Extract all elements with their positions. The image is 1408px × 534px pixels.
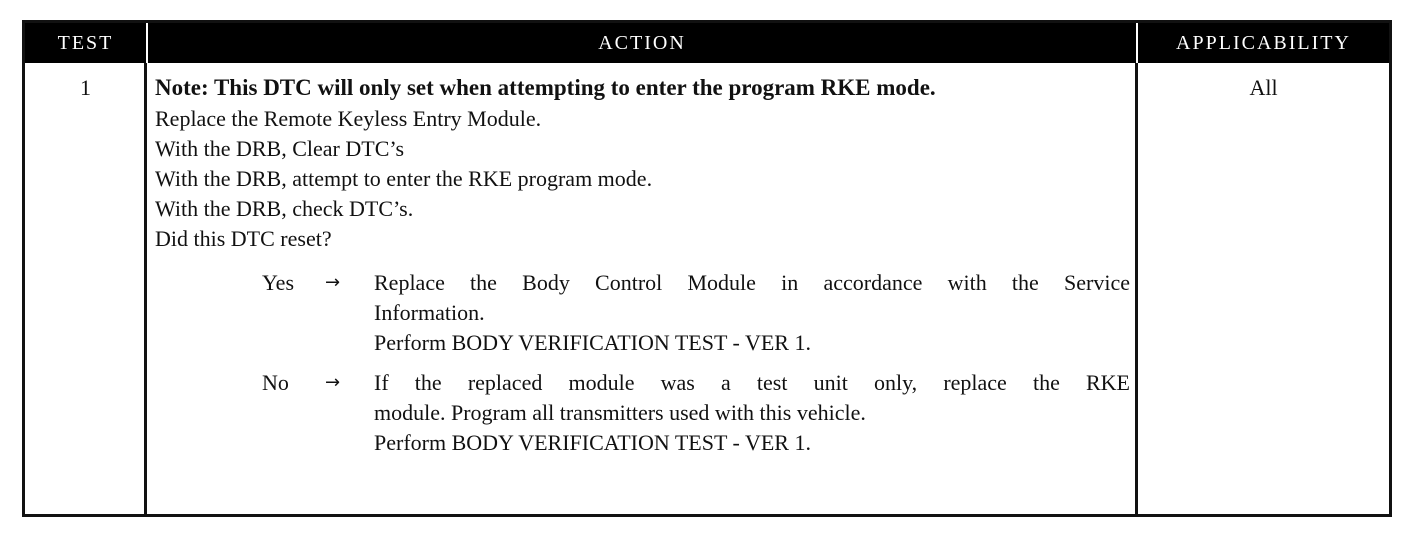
step-line: Replace the Remote Keyless Entry Module. [155,106,542,131]
branch-label-yes: Yes [262,270,295,295]
arrow-right-icon: → [325,272,341,293]
action-cell [155,73,1130,458]
test-number: 1 [80,75,91,100]
branch-line: If the replaced module was a test unit only, replace the RKE [374,370,1130,395]
branch-line: Replace the Body Control Module in accordance with the Service [374,270,1130,295]
header-action: ACTION [598,32,686,54]
branch-yes [155,268,1130,358]
table-header [25,23,1389,63]
branch-line: Perform BODY VERIFICATION TEST - VER 1. [374,430,811,455]
step-line: With the DRB, attempt to enter the RKE program mode. [155,166,653,191]
applicability-value: All [1249,75,1278,100]
step-line: With the DRB, check DTC’s. [155,196,414,221]
diagnostic-table [22,20,1392,517]
column-divider [1135,63,1138,514]
note-text: Note: This DTC will only set when attempting to enter the program RKE mode. [155,75,936,100]
header-test: TEST [57,32,114,54]
branch-text-no [374,368,1130,458]
step-line: With the DRB, Clear DTC’s [155,136,405,161]
branch-no [155,368,1130,458]
arrow-right-icon: → [325,372,341,393]
header-applicability: APPLICABILITY [1176,32,1351,54]
branch-line: module. Program all transmitters used with this vehicle. [374,400,866,425]
branch-text-yes [374,268,1130,358]
branch-label-no: No [262,370,289,395]
branch-line: Perform BODY VERIFICATION TEST - VER 1. [374,330,811,355]
column-divider [144,63,147,514]
branch-line: Information. [374,300,485,325]
step-line: Did this DTC reset? [155,226,332,251]
